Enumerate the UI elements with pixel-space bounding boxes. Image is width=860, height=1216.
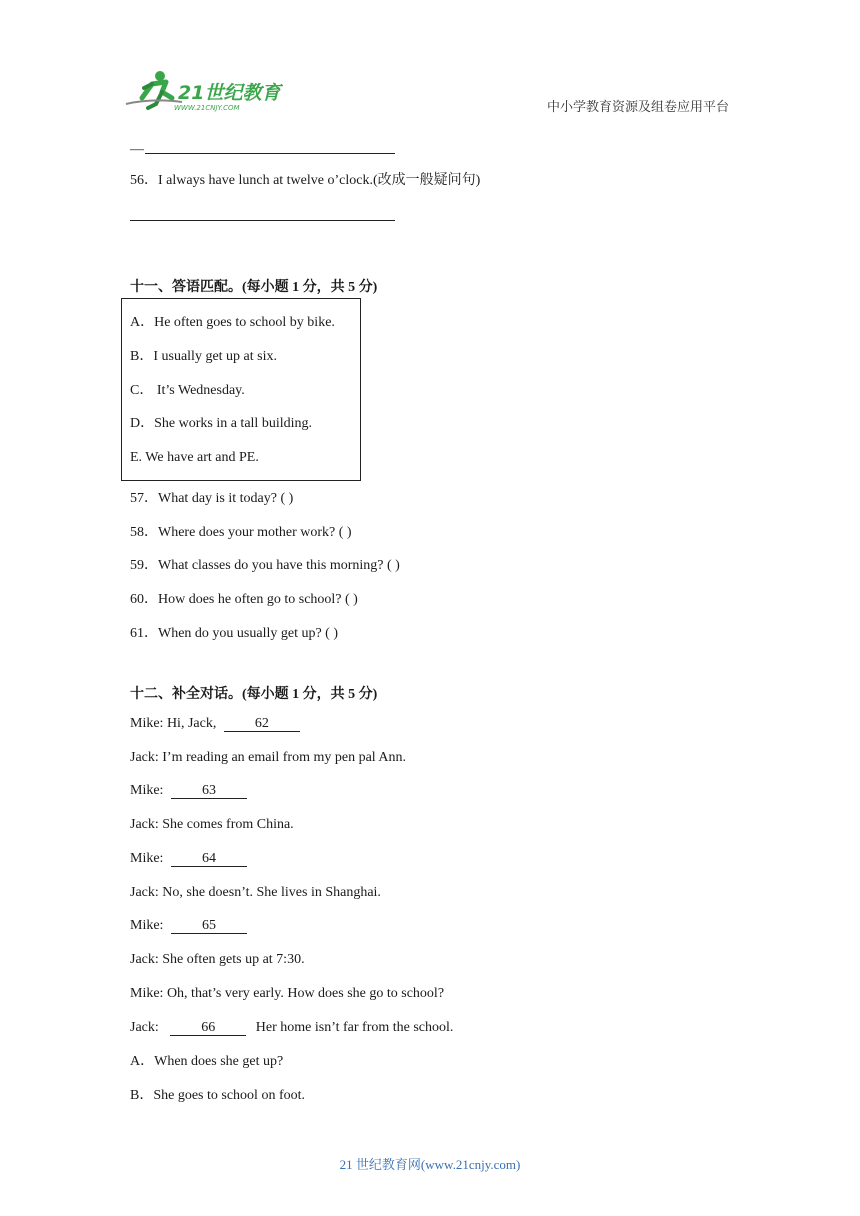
dialogue-option-a: A．When does she get up? bbox=[130, 1054, 284, 1069]
blank-66: 66 bbox=[170, 1020, 246, 1036]
dialogue-line-8: Jack: She often gets up at 7:30. bbox=[130, 952, 305, 967]
footer-link[interactable]: 21 世纪教育网(www.21cnjy.com) bbox=[339, 1157, 521, 1172]
blank-62: 62 bbox=[224, 716, 300, 732]
dash-mark: — bbox=[130, 142, 144, 157]
svg-text:WWW.21CNJY.COM: WWW.21CNJY.COM bbox=[174, 104, 240, 112]
blank-63: 63 bbox=[171, 783, 247, 799]
blank-65: 65 bbox=[171, 918, 247, 934]
question-60: 60．How does he often go to school? ( ) bbox=[130, 592, 358, 607]
option-e: E. We have art and PE. bbox=[130, 450, 259, 465]
dialogue-line-7: Mike: 65 bbox=[130, 917, 247, 935]
dialogue-option-b: B．She goes to school on foot. bbox=[130, 1088, 305, 1103]
question-57: 57．What day is it today? ( ) bbox=[130, 491, 294, 506]
svg-text:21世纪教育: 21世纪教育 bbox=[178, 82, 281, 104]
section-12-title: 十二、补全对话。(每小题 1 分，共 5 分) bbox=[130, 687, 378, 702]
question-61: 61．When do you usually get up? ( ) bbox=[130, 626, 339, 641]
dialogue-line-5: Mike: 64 bbox=[130, 850, 247, 868]
option-d: D．She works in a tall building. bbox=[130, 416, 312, 431]
dialogue-line-9: Mike: Oh, that’s very early. How does she go to school? bbox=[130, 986, 445, 1001]
logo bbox=[122, 68, 292, 116]
platform-tagline: 中小学教育资源及组卷应用平台 bbox=[546, 99, 729, 114]
dialogue-line-10: Jack: 66 Her home isn’t far from the school. bbox=[130, 1020, 454, 1035]
question-56: 56．I always have lunch at twelve o’clock.(改成一般疑问句) bbox=[130, 173, 481, 188]
dialogue-line-4: Jack: She comes from China. bbox=[130, 817, 294, 832]
section-11-title: 十一、答语匹配。(每小题 1 分，共 5 分) bbox=[130, 280, 378, 295]
answer-line-55 bbox=[145, 153, 395, 154]
dialogue-line-2: Jack: I’m reading an email from my pen pal Ann. bbox=[130, 750, 407, 765]
option-a: A．He often goes to school by bike. bbox=[130, 315, 335, 330]
runner-logo-icon bbox=[122, 68, 292, 116]
dialogue-line-1: Mike: Hi, Jack, 62 bbox=[130, 715, 300, 733]
dialogue-line-3: Mike: 63 bbox=[130, 782, 247, 800]
blank-64: 64 bbox=[171, 851, 247, 867]
dialogue-line-6: Jack: No, she doesn’t. She lives in Shanghai. bbox=[130, 885, 381, 900]
answer-line-56 bbox=[130, 220, 395, 221]
question-59: 59．What classes do you have this morning? ( ) bbox=[130, 558, 400, 573]
question-58: 58．Where does your mother work? ( ) bbox=[130, 525, 352, 540]
option-c: C． It’s Wednesday. bbox=[130, 383, 245, 398]
option-b: B．I usually get up at six. bbox=[130, 349, 277, 364]
